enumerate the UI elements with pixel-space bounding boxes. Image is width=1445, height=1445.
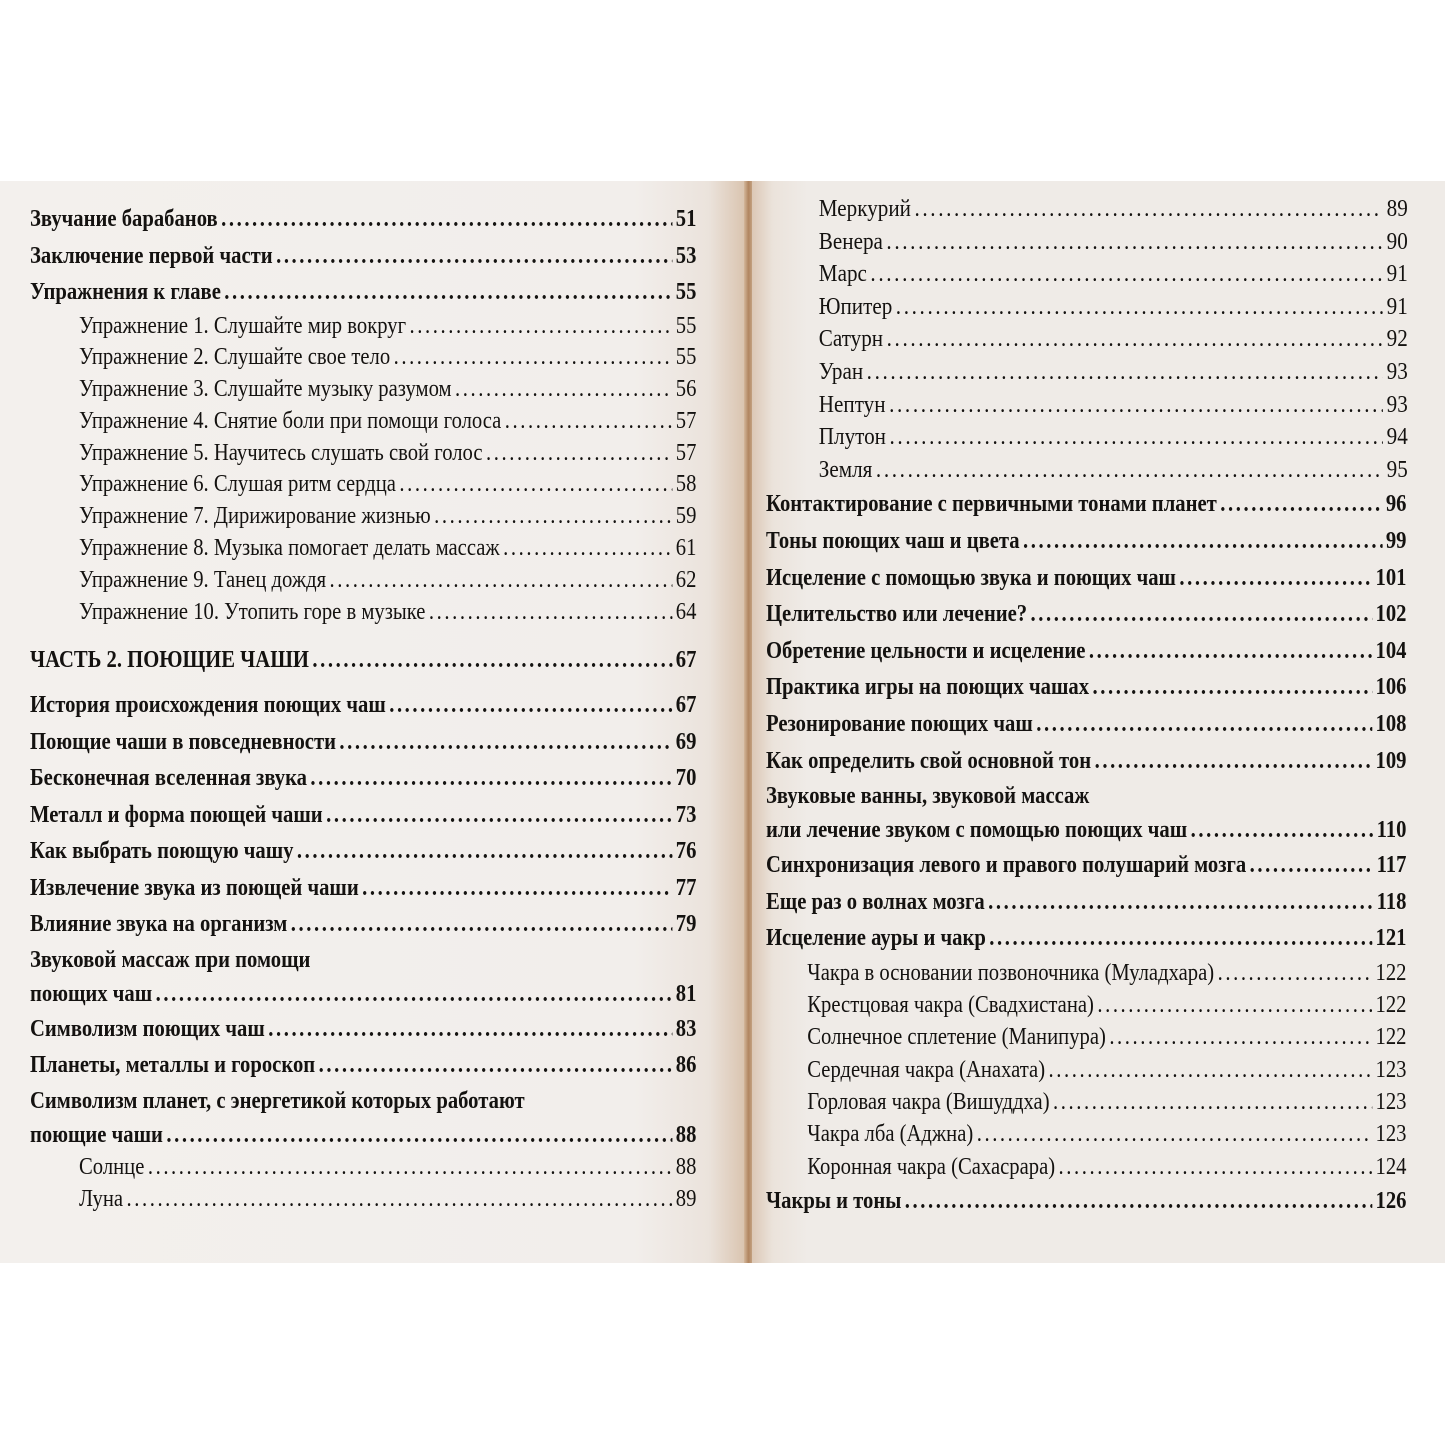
toc-entry: Обретение цельности и исцеление ..... 104 [766, 633, 1406, 670]
page-number: 59 [675, 503, 697, 530]
leader-dots [166, 1118, 672, 1152]
page-number: 91 [1386, 261, 1408, 288]
page-number: 79 [675, 911, 697, 938]
toc-entry: Исцеление ауры и чакр ..... 121 [766, 920, 1406, 957]
page-number: 123 [1375, 1056, 1407, 1083]
leader-dots [486, 438, 672, 470]
toc-subentry: Чакра в основании позвоночника (Муладхара) ..... 122 [766, 957, 1406, 989]
toc-entry: Упражнения к главе ..... 55 [30, 274, 696, 311]
toc-entry: Еще раз о волнах мозга ..... 118 [766, 884, 1406, 921]
leader-dots [1036, 706, 1372, 743]
leader-dots [310, 760, 672, 797]
page-number: 56 [675, 376, 697, 403]
toc-entry: Целительство или лечение? ..... 102 [766, 596, 1406, 633]
page-number: 109 [1375, 747, 1407, 774]
page-number: 118 [1376, 888, 1407, 915]
toc-subentry: Юпитер ..... 91 [766, 291, 1408, 324]
toc-subentry: Упражнение 4. Снятие боли при помощи голоса ..... 57 [30, 406, 696, 438]
page-number: 76 [675, 838, 697, 865]
page-number: 95 [1386, 456, 1408, 483]
page-number: 94 [1386, 424, 1408, 451]
leader-dots [362, 870, 672, 907]
page-number: 57 [675, 439, 697, 466]
toc-subentry: Коронная чакра (Сахасрара) ..... 124 [766, 1151, 1406, 1183]
toc-entry: Синхронизация левого и правого полушарий мозга ..... 117 [766, 847, 1406, 884]
leader-dots [889, 389, 1383, 422]
leader-dots [148, 1152, 672, 1184]
page-number: 122 [1375, 959, 1407, 986]
page-number: 86 [675, 1052, 697, 1079]
page-number: 117 [1376, 852, 1407, 879]
toc-entry-multiline: Звуковые ванны, звуковой массаж или лечение звуком с помощью поющих чаш ..... 110 [766, 779, 1406, 847]
leader-dots [1179, 560, 1372, 597]
toc-entry-multiline: Звуковой массаж при помощи поющих чаш ..... 81 [30, 943, 696, 1011]
leader-dots [1092, 669, 1372, 706]
toc-subentry: Земля ..... 95 [766, 454, 1408, 487]
page-number: 92 [1386, 326, 1408, 353]
toc-subentry: Марс ..... 91 [766, 258, 1408, 291]
page-number: 101 [1375, 564, 1407, 591]
toc-subentry: Чакра лба (Аджна) ..... 123 [766, 1118, 1406, 1150]
leader-dots [330, 565, 673, 597]
page-number: 67 [675, 647, 697, 674]
leader-dots [1023, 523, 1382, 560]
page-number: 106 [1375, 674, 1407, 701]
page-number: 55 [675, 279, 697, 305]
page-number: 61 [675, 535, 697, 562]
leader-dots [268, 1011, 672, 1048]
leader-dots [905, 1183, 1372, 1220]
page-number: 62 [675, 566, 697, 593]
page-number: 91 [1386, 293, 1408, 320]
leader-dots [156, 977, 673, 1011]
leader-dots [505, 406, 673, 438]
leader-dots [870, 258, 1383, 291]
leader-dots [389, 687, 672, 724]
leader-dots [1191, 813, 1374, 847]
page-number: 55 [675, 344, 697, 371]
leader-dots [503, 533, 672, 565]
toc-subentry: Сердечная чакра (Анахата) ..... 123 [766, 1054, 1406, 1086]
toc-entry: Звучание барабанов ..... 51 [30, 201, 696, 238]
toc-entry: Резонирование поющих чаш ..... 108 [766, 706, 1406, 743]
page-number: 123 [1375, 1089, 1407, 1116]
page-number: 108 [1375, 710, 1407, 737]
toc-entry: Металл и форма поющей чаши ..... 73 [30, 797, 696, 834]
page-number: 121 [1375, 925, 1407, 952]
leader-dots [1109, 1021, 1372, 1053]
leader-dots [1089, 633, 1372, 670]
page-number: 89 [1386, 196, 1408, 222]
leader-dots [1095, 743, 1372, 780]
toc-entry-multiline: Символизм планет, с энергетикой которых работают поющие чаши ..... 88 [30, 1084, 696, 1152]
leader-dots [434, 501, 672, 533]
toc-left [30, 201, 698, 1216]
leader-dots [1053, 1086, 1372, 1118]
page-number: 96 [1385, 491, 1407, 518]
leader-dots [1097, 989, 1372, 1021]
leader-dots [989, 920, 1372, 957]
page-number: 67 [675, 692, 697, 719]
toc-subentry: Упражнение 2. Слушайте свое тело ..... 55 [30, 342, 696, 374]
toc-subentry: Упражнение 9. Танец дождя ..... 62 [30, 565, 696, 597]
page-number: 110 [1376, 817, 1407, 844]
page-number: 122 [1375, 992, 1407, 1019]
leader-dots [1218, 957, 1372, 989]
toc-subentry: Горловая чакра (Вишуддха) ..... 123 [766, 1086, 1406, 1118]
toc-subentry: Луна ..... 89 [30, 1184, 696, 1216]
page-number: 124 [1375, 1153, 1407, 1180]
leader-dots [429, 597, 672, 629]
toc-entry: Практика игры на поющих чашах ..... 106 [766, 669, 1406, 706]
page-number: 93 [1386, 358, 1408, 385]
toc-entry: Планеты, металлы и гороскоп ..... 86 [30, 1047, 696, 1084]
toc-subentry: Венера ..... 90 [766, 226, 1408, 259]
leader-dots [276, 238, 672, 275]
toc-subentry: Упражнение 3. Слушайте музыку разумом ..... 56 [30, 374, 696, 406]
toc-entry: Заключение первой части ..... 53 [30, 238, 696, 275]
page-number: 70 [675, 765, 697, 792]
leader-dots [291, 906, 673, 943]
toc-entry: Влияние звука на организм ..... 79 [30, 906, 696, 943]
toc-subentry: Солнечное сплетение (Манипура) ..... 122 [766, 1021, 1406, 1053]
toc-subentry: Упражнение 7. Дирижирование жизнью ..... 59 [30, 501, 696, 533]
page-number: 88 [675, 1153, 697, 1180]
toc-right [766, 193, 1408, 1220]
page-number: 104 [1375, 637, 1407, 664]
page-number: 89 [675, 1185, 697, 1212]
leader-dots [977, 1118, 1372, 1150]
leader-dots [221, 201, 672, 238]
leader-dots [319, 1047, 673, 1084]
page-number: 77 [675, 874, 697, 901]
toc-subentry: Солнце ..... 88 [30, 1152, 696, 1184]
page-number: 93 [1386, 391, 1408, 418]
toc-subentry: Уран ..... 93 [766, 356, 1408, 389]
toc-entry: Тоны поющих чаш и цвета ..... 99 [766, 523, 1406, 560]
toc-entry: Как выбрать поющую чашу ..... 76 [30, 833, 696, 870]
page-number: 102 [1375, 601, 1407, 628]
toc-entry: Исцеление с помощью звука и поющих чаш ..... 101 [766, 560, 1406, 597]
page-number: 53 [675, 242, 697, 269]
leader-dots [410, 311, 673, 343]
toc-entry: История происхождения поющих чаш ..... 67 [30, 687, 696, 724]
leader-dots [889, 421, 1383, 454]
toc-subentry: Сатурн ..... 92 [766, 323, 1408, 356]
page-number: 57 [675, 407, 697, 434]
toc-subentry: Меркурий ..... 89 [766, 193, 1408, 226]
leader-dots [876, 454, 1383, 487]
toc-subentry: Плутон ..... 94 [766, 421, 1408, 454]
page-number: 58 [675, 471, 697, 498]
page-number: 122 [1375, 1024, 1407, 1051]
leader-dots [312, 642, 672, 678]
page-number: 90 [1386, 228, 1408, 255]
leader-dots [326, 797, 672, 834]
leader-dots [1059, 1151, 1373, 1183]
leader-dots [867, 356, 1383, 389]
toc-entry: Поющие чаши в повседневности ..... 69 [30, 724, 696, 761]
toc-subentry: Упражнение 10. Утопить горе в музыке ..... 64 [30, 597, 696, 629]
leader-dots [455, 374, 672, 406]
page-number: 73 [675, 801, 697, 828]
toc-subentry: Упражнение 1. Слушайте мир вокруг ..... 55 [30, 311, 696, 343]
leader-dots [399, 469, 672, 501]
toc-entry: Чакры и тоны ..... 126 [766, 1183, 1406, 1220]
left-page [0, 181, 746, 1263]
leader-dots [1049, 1054, 1373, 1086]
page-number: 83 [675, 1015, 697, 1042]
toc-entry: Бесконечная вселенная звука ..... 70 [30, 760, 696, 797]
leader-dots [394, 342, 673, 374]
page-number: 88 [675, 1121, 697, 1148]
leader-dots [988, 884, 1373, 921]
leader-dots [1250, 847, 1374, 884]
leader-dots [886, 226, 1383, 259]
leader-dots [914, 193, 1383, 226]
book-spread [0, 181, 1445, 1263]
toc-subentry: Крестцовая чакра (Свадхистана) ..... 122 [766, 989, 1406, 1021]
toc-entry: Символизм поющих чаш ..... 83 [30, 1011, 696, 1048]
page-number: 64 [675, 598, 697, 625]
toc-entry: Контактирование с первичными тонами планет ..... 96 [766, 486, 1406, 523]
leader-dots [297, 833, 672, 870]
page-number: 55 [675, 312, 697, 339]
leader-dots [224, 274, 672, 311]
toc-entry: Извлечение звука из поющей чаши ..... 77 [30, 870, 696, 907]
leader-dots [126, 1184, 672, 1216]
page-number: 126 [1375, 1187, 1407, 1214]
toc-subentry: Упражнение 6. Слушая ритм сердца ..... 58 [30, 469, 696, 501]
page-number: 123 [1375, 1121, 1407, 1148]
leader-dots [1031, 596, 1373, 633]
leader-dots [896, 291, 1383, 324]
toc-subentry: Нептун ..... 93 [766, 389, 1408, 422]
page-number: 99 [1385, 527, 1407, 554]
leader-dots [1220, 486, 1382, 523]
toc-entry: Как определить свой основной тон ..... 109 [766, 743, 1406, 780]
page-number: 51 [675, 206, 697, 232]
page-number: 81 [675, 980, 697, 1007]
toc-part-heading: ЧАСТЬ 2. ПОЮЩИЕ ЧАШИ ..... 67 [30, 642, 696, 678]
leader-dots [339, 724, 672, 761]
leader-dots [887, 323, 1384, 356]
toc-subentry: Упражнение 8. Музыка помогает делать массаж ..... 61 [30, 533, 696, 565]
page-number: 69 [675, 728, 697, 755]
toc-subentry: Упражнение 5. Научитесь слушать свой голос ..... 57 [30, 438, 696, 470]
